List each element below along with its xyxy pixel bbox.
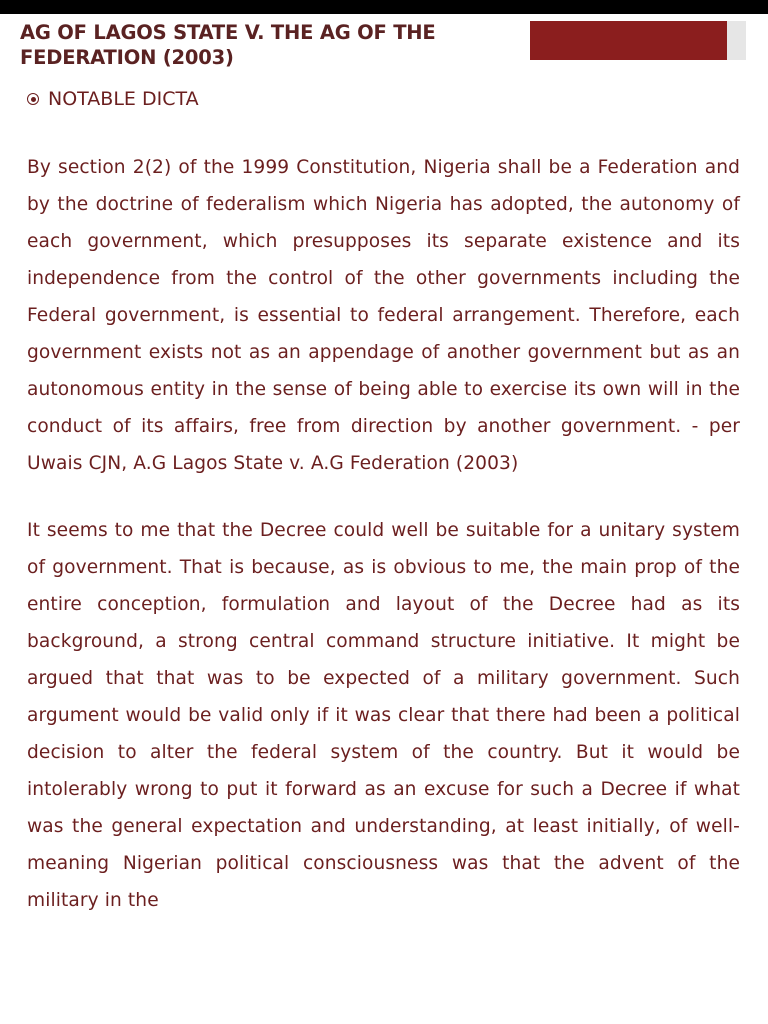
radio-selected-icon	[27, 93, 39, 105]
case-header	[20, 20, 520, 70]
header-accent-block	[530, 21, 727, 60]
dicta-content	[27, 149, 740, 949]
header-accent-edge	[727, 21, 746, 60]
dictum-paragraph: By section 2(2) of the 1999 Constitution, Nigeria shall be a Federation and by the doctrine of federalism which Nigeria has adopted, the autonomy of each government, which presupposes its separate existence and its independence from the control of the other governments including the Federal government, is essential to federal arrangement. Therefore, each government exists not as an appendage of another government but as an autonomous entity in the sense of being able to exercise its own will in the conduct of its affairs, free from direction by another government. - per Uwais CJN, A.G Lagos State v. A.G Federation (2003)	[27, 157, 740, 474]
top-status-bar	[0, 0, 768, 14]
case-title: AG OF LAGOS STATE V. THE AG OF THE FEDERATION (2003)	[20, 21, 436, 69]
section-heading[interactable]	[27, 88, 199, 110]
dictum-paragraph: It seems to me that the Decree could well be suitable for a unitary system of government. That is because, as is obvious to me, the main prop of the entire conception, formulation and layout of the Decree had as its background, a strong central command structure initiative. It might be argued that that was to be expected of a military government. Such argument would be valid only if it was clear that there had been a political decision to alter the federal system of the country. But it would be intolerably wrong to put it forward as an excuse for such a Decree if what was the general expectation and understanding, at least initially, of well-meaning Nigerian political consciousness was that the advent of the military in the	[27, 520, 740, 911]
section-heading-label: NOTABLE DICTA	[48, 88, 199, 110]
